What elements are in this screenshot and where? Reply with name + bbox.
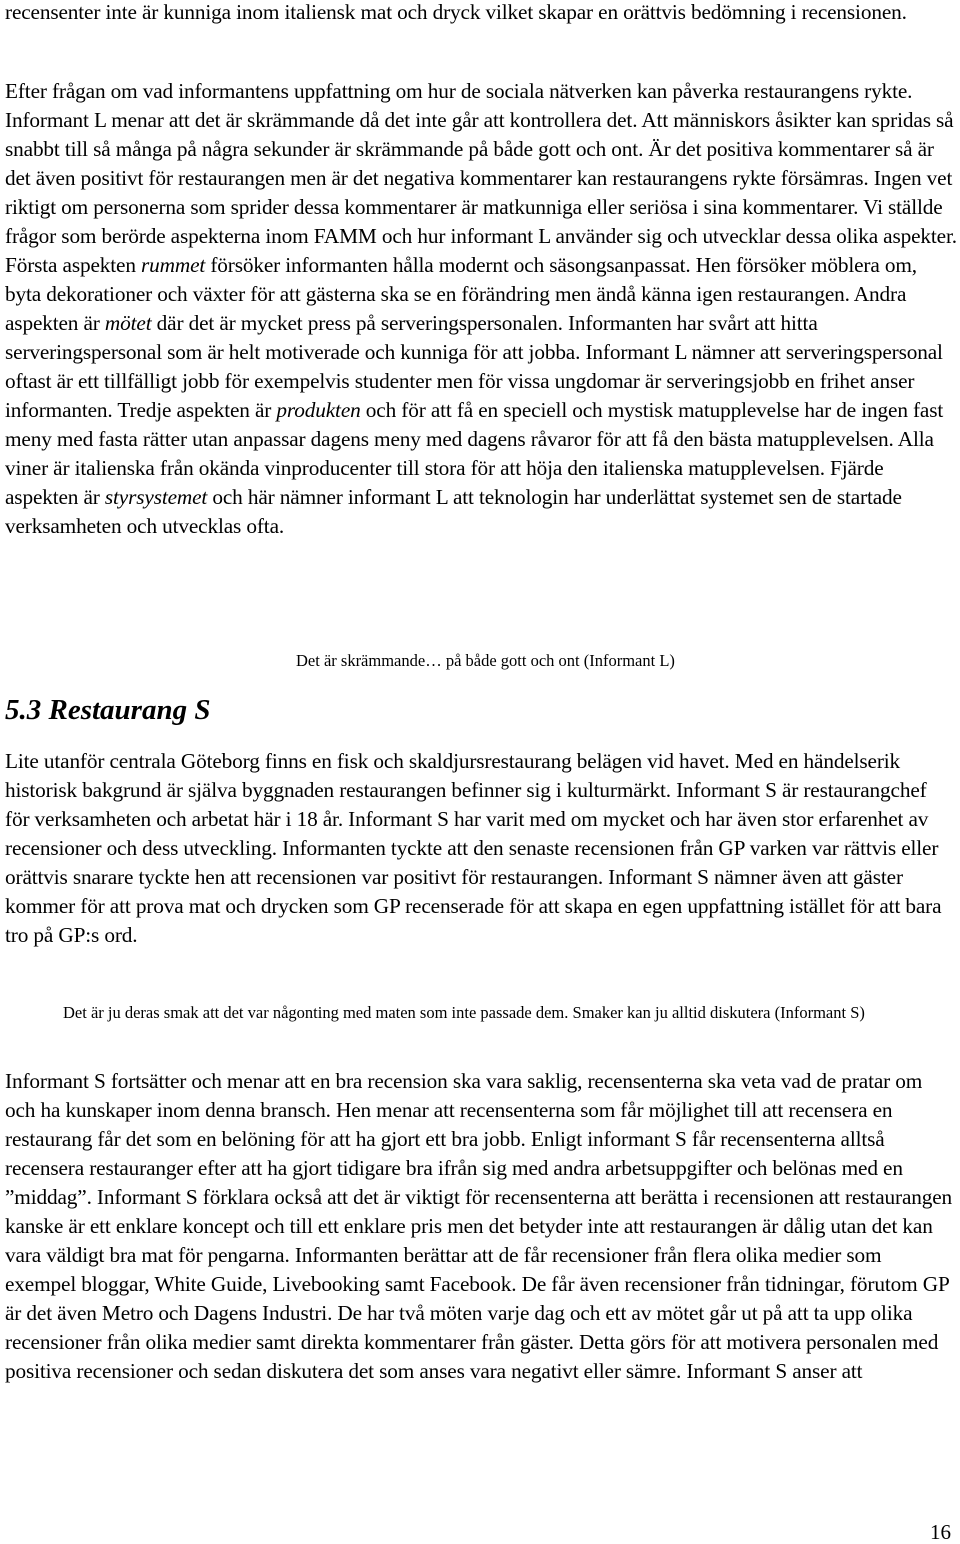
paragraph-2-text-4: och för att få en speciell och mystisk matupplevelse har de ingen fast meny med fasta rätter utan anpassar dagens meny med dagens råvaror för att få den bästa matupplevelsen. Alla viner är italienska från okända vinproducenter till stora för att höja den italienska matupplevelsen. Fjärde aspekten är [5,398,944,509]
emphasis-rummet: rummet [141,253,206,277]
emphasis-styrsystemet: styrsystemet [104,485,208,509]
paragraph-2-text-2: försöker informanten hålla modernt och säsongsanpassat. Hen försöker möblera om, byta dekorationer och växter för att gästerna ska se en förändring men ändå känna igen restaurangen. Andra aspekten är [5,253,917,335]
section-heading: 5.3 Restaurang S [5,694,211,726]
paragraph-4: Informant S fortsätter och menar att en bra recension ska vara saklig, recensenterna ska veta vad de pratar om och ha kunskaper inom denna bransch. Hen menar att recensenterna som får möjlighet till att recensera en restaurang får det som en belöning för att ha gjort ett bra jobb. Enligt informant S får recensenterna alltså recensera restauranger efter att ha gjort tidigare bra ifrån sig med andra arbetsuppgifter och belönas med en ”middag”. Informant S förklara också att det är viktigt för recensenterna att berätta i recensionen att restaurangen kanske är ett enklare koncept och till ett enklare pris men det betyder inte att restaurangen är dålig utan det kan vara väldigt bra mat för pengarna. Informanten berättar att de får recensioner från flera olika medier som exempel bloggar, White Guide, Livebooking samt Facebook. De får även recensioner från tidningar, förutom GP är det även Metro och Dagens Industri. De har två möten varje dag och ett av mötet går ut på att ta upp olika recensioner från olika medier samt direkta kommentarer från gäster. Detta görs för att motivera personalen med positiva recensioner och sedan diskutera det som anses vara negativt eller sämre. Informant S anser att [5,1069,953,1383]
emphasis-produkten: produkten [276,398,361,422]
paragraph-2 [5,77,957,541]
paragraph-2-text-3: där det är mycket press på serveringspersonalen. Informanten har svårt att hitta serveringspersonal som är helt motiverade och kunniga för att jobba. Informant L nämner att serveringspersonal oftast är ett tillfälligt jobb för exempelvis studenter men för vissa ungdomar är serveringsjobb en frihet anser informanten. Tredje aspekten är [5,311,943,422]
paragraph-3: Lite utanför centrala Göteborg finns en fisk och skaldjursrestaurang belägen vid havet. Med en händelserik historisk bakgrund är själva byggnaden restaurangen befinner sig i kulturmärkt. Informant S är restaurangchef för verksamheten och arbetat här i 18 år. Informant S har varit med om mycket och har även stor erfarenhet av recensioner och dess utveckling. Informanten tyckte att den senaste recensionen från GP varken var rättvis eller orättvis snarare tyckte hen att recensionen var positivt för restaurangen. Informant S nämner även att gäster kommer för att prova mat och drycken som GP recenserade för att skapa en egen uppfattning istället för att bara tro på GP:s ord. [5,749,942,947]
paragraph-2-text-1: Efter frågan om vad informantens uppfattning om hur de sociala nätverken kan påverka restaurangens rykte. Informant L menar att det är skrämmande då det inte går att kontrollera det. Att människors åsikter kan spridas så snabbt till så många på några sekunder är skrämmande på både gott och ont. Är det positiva kommentarer så är det även positivt för restaurangen men är det negativa kommentarer kan restaurangens rykte försämras. Ingen vet riktigt om personerna som sprider dessa kommentarer är matkunniga eller seriösa i sina kommentarer. Vi ställde frågor som berörde aspekterna inom FAMM och hur informant L använder sig och utvecklar dessa olika aspekter. Första aspekten [5,79,957,277]
block-quote-informant-l: Det är skrämmande… på både gott och ont (Informant L) [296,651,675,670]
emphasis-motet: mötet [104,311,152,335]
paragraph-2-text-5: och här nämner informant L att teknologin har underlättat systemet sen de startade verksamheten och utvecklas ofta. [5,485,902,538]
paragraph-1: recensenter inte är kunniga inom italiensk mat och dryck vilket skapar en orättvis bedömning i recensionen. [5,0,907,24]
page-number: 16 [930,1520,951,1544]
block-quote-informant-s: Det är ju deras smak att det var någonting med maten som inte passade dem. Smaker kan ju alltid diskutera (Informant S) [63,1003,865,1022]
